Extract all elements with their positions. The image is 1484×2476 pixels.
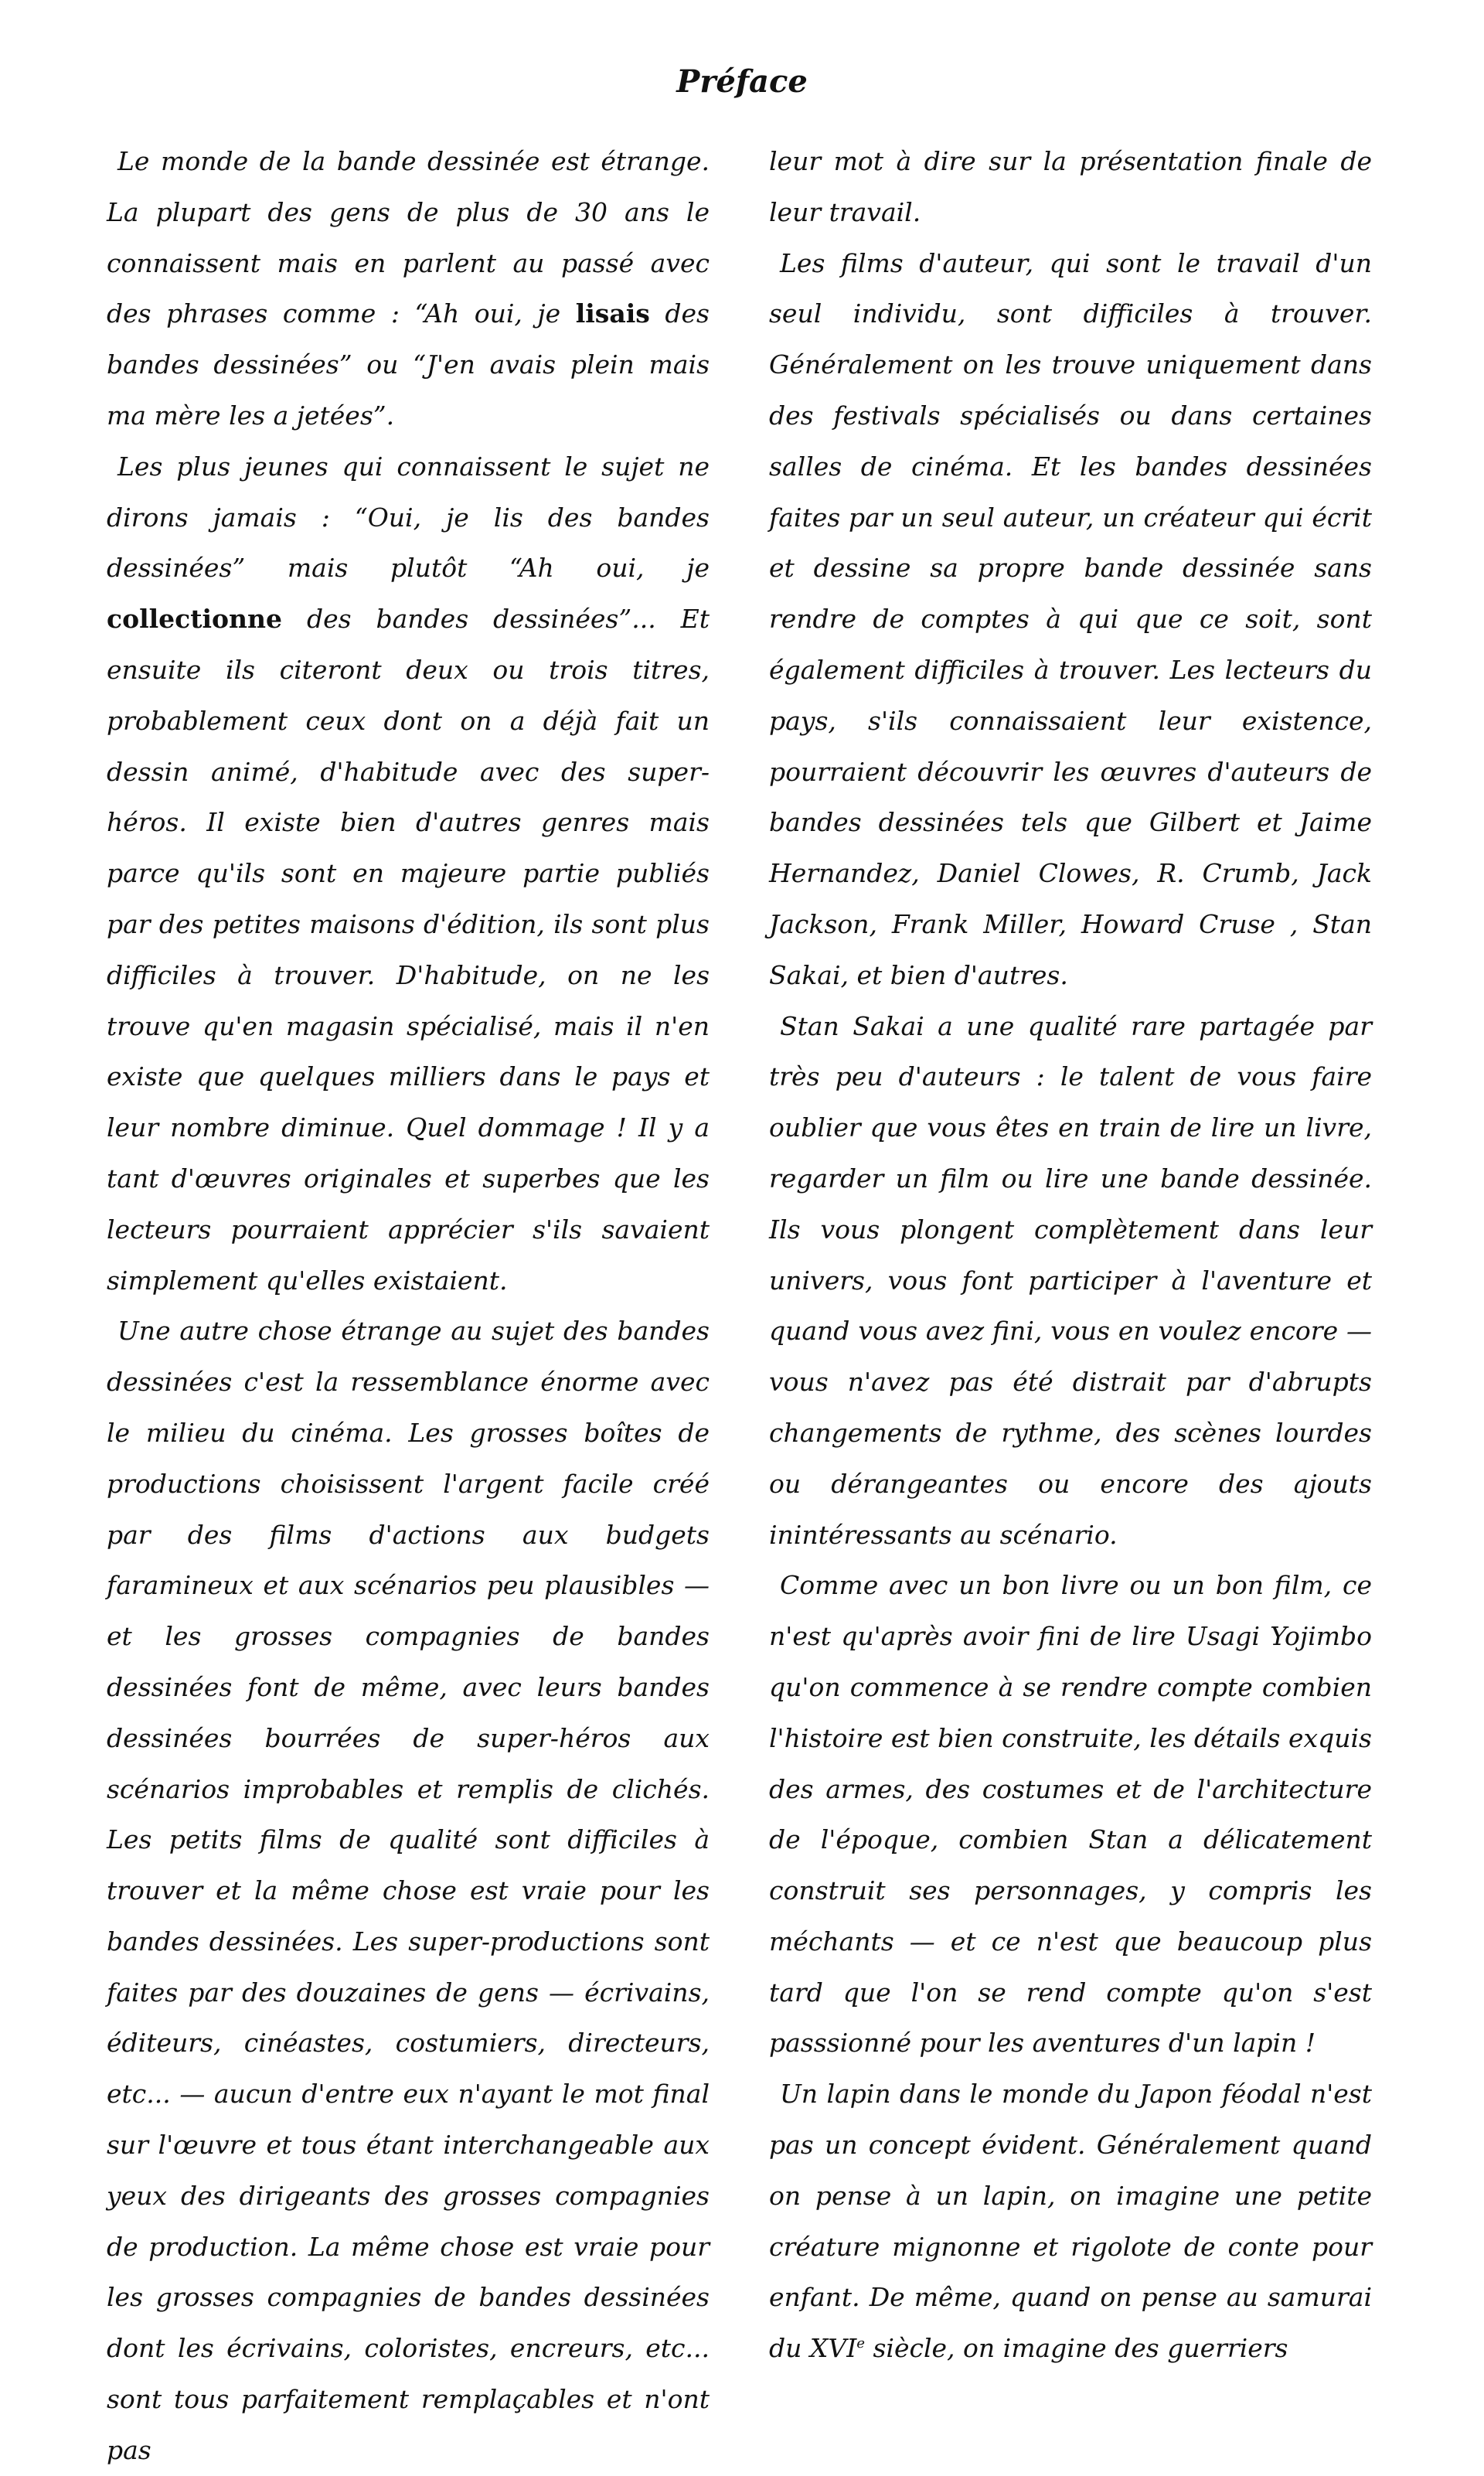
- left-column: [107, 136, 710, 2476]
- paragraph-text: Le monde de la bande dessinée est étrange. La plupart des gens de plus de 30 ans le connaissent mais en parlent au passé avec des phrases comme : “Ah oui, je: [107, 146, 710, 329]
- paragraph: Une autre chose étrange au sujet des bandes dessinées c'est la ressemblance énorme avec le milieu du cinéma. Les grosses boîtes de productions choisissent l'argent facile créé par des films d'actions aux budgets faramineux et aux scénarios peu plausibles — et les grosses compagnies de bandes dessinées font de même, avec leurs bandes dessinées bourrées de super-héros aux scénarios improbables et remplis de clichés. Les petits films de qualité sont difficiles à trouver et la même chose est vraie pour les bandes dessinées. Les super-productions sont faites par des douzaines de gens — écrivains, éditeurs, cinéastes, costumiers, directeurs, etc... — aucun d'entre eux n'ayant le mot final sur l'œuvre et tous étant interchangeable aux yeux des dirigeants des grosses compagnies de production. La même chose est vraie pour les grosses compagnies de bandes dessinées dont les écrivains, coloristes, encreurs, etc... sont tous parfaitement remplaçables et n'ont pas: [107, 1316, 710, 2465]
- page-title: Préface: [676, 63, 808, 100]
- paragraph-text: des bandes dessinées”... Et ensuite ils citeront deux ou trois titres, probablement ceux dont on a déjà fait un dessin animé, d'habitude avec des super-héros. Il existe bien d'autres genres mais parce qu'ils sont en majeure partie publiés par des petites maisons d'édition, ils sont plus difficiles à trouver. D'habitude, on ne les trouve qu'en magasin spécialisé, mais il n'en existe que quelques milliers dans le pays et leur nombre diminue. Quel dommage ! Il y a tant d'œuvres originales et superbes que les lecteurs pourraient apprécier s'ils savaient simplement qu'elles existaient.: [107, 604, 710, 1296]
- paragraph: [107, 136, 710, 441]
- paragraph-text: siècle, on imagine des guerriers: [864, 2333, 1288, 2364]
- paragraph: [107, 441, 710, 1306]
- superscript: e: [856, 2335, 865, 2352]
- paragraph-text: Les plus jeunes qui connaissent le sujet ne dirons jamais : “Oui, je lis des bandes dessinées” mais plutôt “Ah oui, je: [107, 451, 710, 584]
- emphasis-text: collectionne: [107, 604, 283, 635]
- paragraph: Stan Sakai a une qualité rare partagée par très peu d'auteurs : le talent de vous faire oublier que vous êtes en train de lire un livre, regarder un film ou lire une bande dessinée. Ils vous plongent complètement dans leur univers, vous font participer à l'aventure et quand vous avez fini, vous en voulez encore — vous n'avez pas été distrait par d'abrupts changements de rythme, des scènes lourdes ou dérangeantes ou encore des ajouts inintéressants au scénario.: [769, 1010, 1372, 1550]
- paragraph-continuation: leur mot à dire sur la présentation finale de leur travail.: [769, 146, 1372, 227]
- right-column: [769, 136, 1372, 2374]
- paragraph-text: Un lapin dans le monde du Japon féodal n'est pas un concept évident. Généralement quand on pense à un lapin, on imagine une petite créature mignonne et rigolote de conte pour enfant. De même, quand on pense au samurai du XVI: [769, 2079, 1372, 2364]
- paragraph: Les films d'auteur, qui sont le travail d'un seul individu, sont difficiles à trouver. Généralement on les trouve uniquement dans des festivals spécialisés ou dans certaines salles de cinéma. Et les bandes dessinées faites par un seul auteur, un créateur qui écrit et dessine sa propre bande dessinée sans rendre de comptes à qui que ce soit, sont également difficiles à trouver. Les lecteurs du pays, s'ils connaissaient leur existence, pourraient découvrir les œuvres d'auteurs de bandes dessinées tels que Gilbert et Jaime Hernandez, Daniel Clowes, R. Crumb, Jack Jackson, Frank Miller, Howard Cruse , Stan Sakai, et bien d'autres.: [769, 247, 1372, 990]
- emphasis-text: lisais: [575, 298, 650, 329]
- paragraph: [769, 2069, 1372, 2374]
- paragraph-text: des bandes dessinées” ou “J'en avais plein mais ma mère les a jetées”.: [107, 298, 710, 431]
- paragraph: Comme avec un bon livre ou un bon film, ce n'est qu'après avoir fini de lire Usagi Yojimbo qu'on commence à se rendre compte combien l'histoire est bien construite, les détails exquis des armes, des costumes et de l'architecture de l'époque, combien Stan a délicatement construit ses personnages, y compris les méchants — et ce n'est que beaucoup plus tard que l'on se rend compte qu'on s'est passsionné pour les aventures d'un lapin !: [769, 1570, 1372, 2059]
